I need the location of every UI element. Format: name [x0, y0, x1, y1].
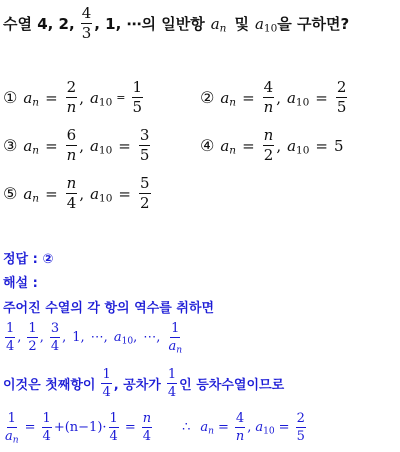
- subscript-10: 10: [263, 426, 275, 437]
- subscript-n: n: [176, 345, 183, 356]
- fraction-denominator: 3: [81, 24, 92, 42]
- fraction-numerator: 1: [42, 411, 51, 426]
- fraction-numerator: 4: [235, 411, 245, 426]
- therefore-symbol: ∴: [182, 420, 191, 435]
- final-a10: [255, 420, 274, 435]
- fraction-denominator: 5: [296, 429, 305, 444]
- equals-sign: =: [218, 420, 229, 435]
- fraction-numerator: 1: [102, 367, 111, 382]
- fraction-denominator: 4: [167, 385, 177, 400]
- option-an-fraction: [66, 128, 78, 163]
- var-a: a: [286, 88, 296, 107]
- option-an: [23, 89, 39, 107]
- fraction-denominator: n: [66, 146, 77, 164]
- comma: ,: [133, 330, 138, 345]
- option-marker: ①: [3, 88, 18, 107]
- option-a10-fraction: [139, 176, 151, 211]
- option-marker: ⑤: [3, 184, 18, 203]
- seq-term-1: [5, 322, 15, 353]
- first-term: [42, 412, 52, 443]
- result-fraction: [142, 412, 152, 443]
- subscript-n: n: [229, 96, 237, 109]
- option-2[interactable]: [200, 80, 349, 115]
- question-term-an: [211, 15, 227, 33]
- fraction-numerator: 2: [66, 78, 77, 96]
- subscript-10: 10: [296, 144, 310, 157]
- fraction-denominator: 5: [139, 146, 150, 164]
- fraction-denominator: [168, 338, 183, 356]
- subscript-10: 10: [295, 96, 310, 109]
- difference: [109, 412, 119, 443]
- equals-sign: =: [118, 136, 131, 155]
- var-a: a: [220, 88, 230, 107]
- question-term-a10: [255, 15, 277, 33]
- subscript-n: n: [32, 144, 40, 157]
- option-a10-fraction: [139, 128, 151, 163]
- var-a: a: [168, 339, 177, 354]
- equals-sign: =: [24, 420, 36, 435]
- fraction-denominator: 4: [42, 429, 51, 444]
- option-4[interactable]: [200, 128, 344, 163]
- var-a: a: [5, 429, 13, 444]
- subscript-10: 10: [263, 22, 278, 35]
- fraction-denominator: 5: [336, 98, 347, 116]
- seq-ellipsis: ⋯,: [143, 330, 161, 345]
- subscript-10: 10: [98, 144, 113, 157]
- fraction-denominator: n: [263, 98, 274, 116]
- option-marker: ③: [3, 136, 18, 155]
- equals-sign: =: [124, 420, 136, 435]
- fraction-numerator: 1: [132, 78, 143, 96]
- var-a: a: [220, 136, 230, 155]
- subscript-10: 10: [98, 96, 113, 109]
- equals-sign: =: [242, 88, 255, 107]
- equals-sign: =: [278, 420, 290, 435]
- option-an: [220, 89, 236, 107]
- reciprocal-an: [5, 411, 19, 446]
- option-a10-fraction: [336, 80, 348, 115]
- seq-a10: [114, 330, 133, 345]
- option-a10: [287, 89, 309, 107]
- option-an-fraction: [263, 128, 275, 163]
- fraction-numerator: 1: [167, 367, 177, 382]
- equals-sign: =: [118, 184, 131, 203]
- option-a10: [90, 137, 112, 155]
- option-an: [220, 137, 236, 155]
- line3-suffix: 인 등차수열이므로: [179, 378, 285, 393]
- answer-label: 정답 : ②: [3, 252, 54, 267]
- seq-term-n: [168, 321, 183, 356]
- equals-sign: =: [45, 136, 58, 155]
- option-marker: ④: [200, 136, 215, 155]
- explanation-label: 해설 :: [3, 276, 38, 291]
- plus-term: +(n−1)·: [53, 420, 107, 435]
- fraction-denominator: 2: [263, 146, 274, 164]
- question-mid: 및: [234, 15, 249, 33]
- question-tail: 을 구하면?: [277, 15, 350, 33]
- final-an: [200, 420, 214, 435]
- fraction-denominator: [5, 428, 19, 446]
- fraction-numerator: 4: [81, 4, 92, 22]
- option-a10-value: 5: [334, 136, 344, 155]
- fraction-denominator: n: [235, 429, 245, 444]
- fraction-numerator: 2: [296, 411, 305, 426]
- fraction-denominator: 4: [66, 194, 77, 212]
- fraction-denominator: n: [66, 98, 77, 116]
- var-a: a: [23, 88, 33, 107]
- question: [3, 6, 349, 41]
- var-a: a: [113, 330, 122, 345]
- option-an-fraction: [66, 176, 78, 211]
- comma: ,: [79, 88, 84, 107]
- final-an-fraction: [235, 412, 245, 443]
- comma: ,: [79, 136, 84, 155]
- fraction-numerator: n: [142, 411, 152, 426]
- fraction-numerator: 1: [6, 321, 15, 336]
- final-derivation: [3, 411, 308, 446]
- question-fraction: [81, 6, 93, 41]
- var-a: a: [23, 184, 33, 203]
- fraction-denominator: 4: [50, 339, 60, 354]
- var-a: a: [210, 14, 220, 33]
- common-difference-fraction: [167, 368, 177, 399]
- option-an: [23, 137, 39, 155]
- question-after-fraction: , 1, ⋯의 일반항: [94, 15, 205, 33]
- comma: ,: [276, 136, 282, 155]
- line3-middle: , 공차가: [113, 378, 161, 393]
- var-a: a: [287, 136, 297, 155]
- fraction-denominator: 5: [132, 98, 143, 116]
- seq-ellipsis: ⋯,: [90, 330, 108, 345]
- comma: ,: [17, 330, 22, 345]
- option-an-fraction: [66, 80, 78, 115]
- var-a: a: [89, 136, 99, 155]
- subscript-n: n: [208, 426, 214, 437]
- option-a10: [90, 89, 112, 107]
- option-3[interactable]: [3, 128, 152, 163]
- subscript-n: n: [32, 192, 40, 205]
- subscript-n: n: [229, 144, 237, 157]
- subscript-10: 10: [99, 192, 113, 205]
- var-a: a: [255, 420, 264, 435]
- fraction-denominator: 4: [102, 385, 111, 400]
- seq-term-3: [50, 322, 60, 353]
- option-a10: [90, 185, 112, 203]
- fraction-numerator: 1: [28, 321, 37, 336]
- fraction-numerator: n: [263, 126, 274, 144]
- var-a: a: [254, 14, 264, 33]
- var-a: a: [23, 136, 33, 155]
- fraction-denominator: 4: [142, 429, 152, 444]
- option-1[interactable]: [3, 80, 145, 115]
- comma: ,: [247, 420, 252, 435]
- comma: ,: [62, 330, 67, 345]
- comma: ,: [39, 330, 44, 345]
- equals-sign: =: [116, 91, 126, 104]
- fraction-numerator: 1: [171, 321, 180, 336]
- question-lead: 수열 4, 2,: [3, 15, 75, 33]
- subscript-n: n: [219, 22, 227, 35]
- option-an-fraction: [263, 80, 275, 115]
- option-a10-fraction: [132, 80, 144, 115]
- fraction-numerator: 1: [7, 411, 16, 426]
- seq-term-2: [27, 322, 37, 353]
- seq-term-4: 1,: [72, 330, 85, 345]
- option-an: [23, 185, 39, 203]
- explanation-line-1: 주어진 수열의 각 항의 역수를 취하면: [3, 301, 214, 316]
- fraction-numerator: 1: [109, 411, 118, 426]
- equals-sign: =: [242, 136, 255, 155]
- equals-sign: =: [45, 184, 58, 203]
- var-a: a: [89, 88, 99, 107]
- equals-sign: =: [45, 88, 58, 107]
- fraction-numerator: 5: [140, 174, 150, 192]
- fraction-numerator: 3: [50, 321, 60, 336]
- fraction-denominator: 4: [6, 339, 15, 354]
- fraction-numerator: 2: [336, 78, 347, 96]
- fraction-denominator: 4: [109, 429, 118, 444]
- comma: ,: [79, 184, 85, 203]
- first-term-fraction: [101, 368, 111, 399]
- fraction-denominator: 2: [28, 339, 37, 354]
- subscript-10: 10: [121, 336, 134, 347]
- fraction-numerator: 6: [66, 126, 77, 144]
- final-a10-fraction: [296, 412, 306, 443]
- fraction-numerator: 4: [263, 78, 274, 96]
- var-a: a: [200, 420, 209, 435]
- option-marker: ②: [200, 88, 215, 107]
- explanation-line-3: [3, 368, 284, 399]
- comma: ,: [276, 88, 281, 107]
- fraction-numerator: n: [66, 174, 77, 192]
- var-a: a: [90, 184, 100, 203]
- option-5[interactable]: [3, 176, 153, 211]
- equals-sign: =: [315, 136, 328, 155]
- fraction-denominator: 2: [140, 194, 150, 212]
- subscript-n: n: [32, 96, 40, 109]
- line3-prefix: 이것은 첫째항이: [3, 378, 96, 393]
- equals-sign: =: [315, 88, 328, 107]
- option-a10: [287, 137, 309, 155]
- reciprocal-sequence: [3, 321, 184, 356]
- fraction-numerator: 3: [139, 126, 150, 144]
- subscript-n: n: [12, 435, 19, 446]
